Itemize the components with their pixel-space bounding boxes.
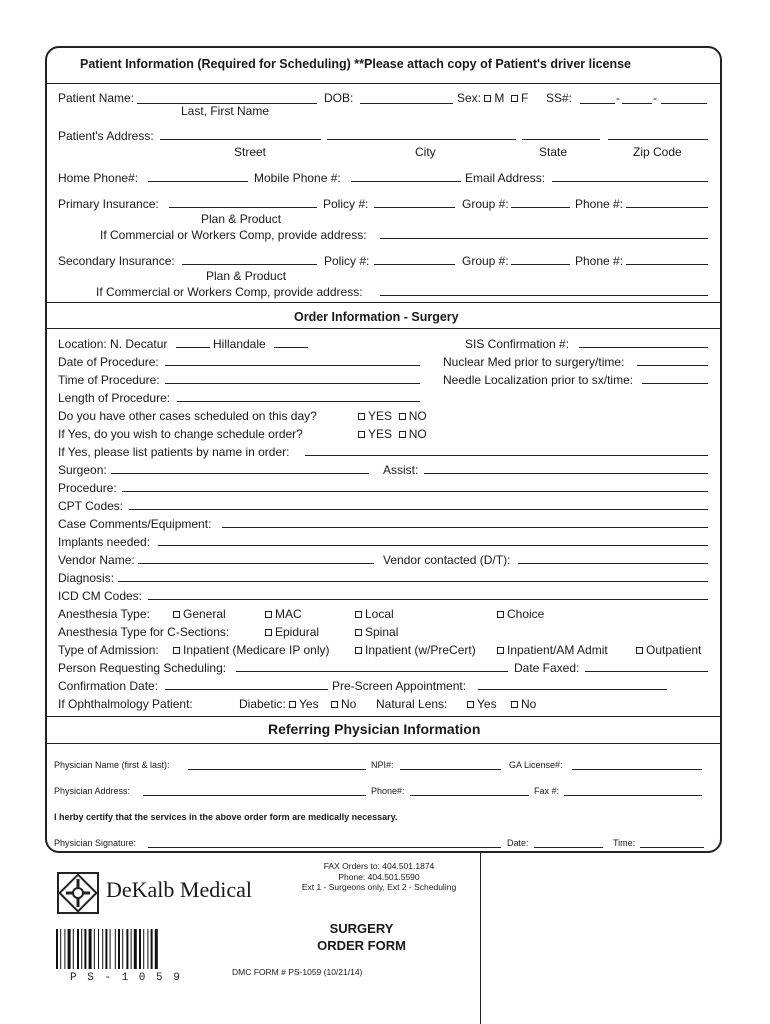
prescreen-label: Pre-Screen Appointment: bbox=[332, 679, 467, 693]
barcode-bar bbox=[134, 929, 137, 969]
local-checkbox[interactable] bbox=[355, 611, 362, 618]
change-order-label: If Yes, do you wish to change schedule order? bbox=[58, 427, 303, 441]
barcode-bar bbox=[110, 929, 111, 969]
vendor-contacted-field[interactable] bbox=[518, 563, 708, 564]
diabetic-no: No bbox=[331, 697, 356, 711]
barcode-bar bbox=[81, 929, 82, 969]
length-procedure-label: Length of Procedure: bbox=[58, 391, 171, 405]
commercial-address-field[interactable] bbox=[380, 238, 708, 239]
date-procedure-field[interactable] bbox=[165, 365, 420, 366]
ss-dash: - bbox=[616, 91, 620, 105]
nuclear-med-label: Nuclear Med prior to surgery/time: bbox=[443, 355, 625, 369]
street-sublabel: Street bbox=[234, 145, 267, 159]
phone-label: Phone #: bbox=[575, 254, 624, 268]
diagnosis-field[interactable] bbox=[118, 581, 708, 582]
group-label: Group #: bbox=[462, 254, 509, 268]
ss-field-1[interactable] bbox=[580, 103, 615, 104]
anesthesia-local: Local bbox=[355, 607, 394, 621]
extension-text: Ext 1 - Surgeons only, Ext 2 - Scheduling bbox=[301, 882, 457, 892]
barcode-bar bbox=[122, 929, 123, 969]
ins-phone-field[interactable] bbox=[626, 207, 708, 208]
sex-m-checkbox[interactable] bbox=[484, 95, 491, 102]
cpt-codes-field[interactable] bbox=[129, 509, 708, 510]
yes-checkbox[interactable] bbox=[358, 431, 365, 438]
length-procedure-field[interactable] bbox=[177, 401, 420, 402]
barcode-bar bbox=[77, 929, 79, 969]
nuclear-med-field[interactable] bbox=[637, 365, 708, 366]
date-procedure-label: Date of Procedure: bbox=[58, 355, 159, 369]
anesthesia-csection-label: Anesthesia Type for C-Sections: bbox=[58, 625, 230, 639]
confirmation-date-field[interactable] bbox=[165, 689, 328, 690]
change-order-options: YES NO bbox=[358, 427, 427, 441]
ss-field-2[interactable] bbox=[622, 103, 652, 104]
implants-label: Implants needed: bbox=[58, 535, 151, 549]
natural-lens-label: Natural Lens: bbox=[376, 697, 448, 711]
physician-name-field[interactable] bbox=[188, 769, 366, 770]
commercial-address-label: If Commercial or Workers Comp, provide address: bbox=[100, 228, 367, 242]
form-title bbox=[289, 920, 434, 954]
date-faxed-label: Date Faxed: bbox=[514, 661, 580, 675]
referring-physician-header: Referring Physician Information bbox=[268, 721, 481, 737]
n-decatur-field[interactable] bbox=[176, 347, 210, 348]
confirmation-date-label: Confirmation Date: bbox=[58, 679, 159, 693]
hillandale-field[interactable] bbox=[274, 347, 308, 348]
other-cases-options: YES NO bbox=[358, 409, 427, 423]
yes-checkbox[interactable] bbox=[358, 413, 365, 420]
assist-field[interactable] bbox=[424, 473, 708, 474]
city-sublabel: City bbox=[415, 145, 436, 159]
anesthesia-mac: MAC bbox=[265, 607, 302, 621]
admission-inpatient-precert: Inpatient (w/PreCert) bbox=[355, 643, 476, 657]
implants-field[interactable] bbox=[158, 545, 708, 546]
icd-codes-field[interactable] bbox=[148, 599, 708, 600]
mobile-phone-field[interactable] bbox=[351, 181, 461, 182]
dob-label: DOB: bbox=[324, 91, 354, 105]
lens-yes-checkbox[interactable] bbox=[467, 701, 474, 708]
time-procedure-field[interactable] bbox=[165, 383, 420, 384]
needle-localization-field[interactable] bbox=[642, 383, 708, 384]
barcode-bar bbox=[105, 929, 107, 969]
barcode-bar bbox=[139, 929, 141, 969]
divider bbox=[45, 328, 722, 329]
order-info-header: Order Information - Surgery bbox=[294, 310, 459, 324]
admission-inpatient-medicare: Inpatient (Medicare IP only) bbox=[173, 643, 330, 657]
zip-field[interactable] bbox=[608, 139, 708, 140]
barcode-bar bbox=[151, 929, 153, 969]
inpatient-am-checkbox[interactable] bbox=[497, 647, 504, 654]
plan-product-label: Plan & Product bbox=[206, 269, 287, 283]
contact-phone-text: Phone: 404.501.5590 bbox=[338, 871, 420, 882]
sis-field[interactable] bbox=[579, 347, 708, 348]
sig-time-field[interactable] bbox=[640, 847, 704, 848]
email-field[interactable] bbox=[552, 181, 708, 182]
admission-label: Type of Admission: bbox=[58, 643, 159, 657]
diabetic-yes-checkbox[interactable] bbox=[289, 701, 296, 708]
barcode-bar bbox=[131, 929, 132, 969]
anesthesia-type-label: Anesthesia Type: bbox=[58, 607, 150, 621]
case-comments-label: Case Comments/Equipment: bbox=[58, 517, 212, 531]
choice-checkbox[interactable] bbox=[497, 611, 504, 618]
fax-field[interactable] bbox=[564, 795, 702, 796]
form-title-line-2: ORDER FORM bbox=[317, 938, 406, 953]
lens-no-checkbox[interactable] bbox=[511, 701, 518, 708]
hillandale-label: Hillandale bbox=[213, 337, 266, 351]
vendor-name-label: Vendor Name: bbox=[58, 553, 135, 567]
other-cases-label: Do you have other cases scheduled on this day? bbox=[58, 409, 317, 423]
admission-inpatient-am: Inpatient/AM Admit bbox=[497, 643, 608, 657]
procedure-field[interactable] bbox=[122, 491, 708, 492]
sis-label: SIS Confirmation #: bbox=[465, 337, 570, 351]
anesthesia-spinal: Spinal bbox=[355, 625, 398, 639]
sig-time-label: Time: bbox=[613, 838, 636, 848]
physician-name-label: Physician Name (first & last): bbox=[54, 760, 170, 770]
list-patients-field[interactable] bbox=[305, 455, 708, 456]
patient-info-header: Patient Information (Required for Scheduling) **Please attach copy of Patient's driver license bbox=[80, 57, 632, 71]
sex-label: Sex: M F bbox=[457, 91, 529, 105]
surgeon-label: Surgeon: bbox=[58, 463, 107, 477]
ga-license-field[interactable] bbox=[572, 769, 702, 770]
physician-phone-label: Phone#: bbox=[371, 786, 405, 796]
dekalb-logo-icon bbox=[55, 870, 101, 916]
barcode-bar bbox=[118, 929, 120, 969]
vendor-contacted-label: Vendor contacted (D/T): bbox=[383, 553, 511, 567]
signature-field[interactable] bbox=[148, 847, 501, 848]
barcode-bar bbox=[98, 929, 99, 969]
barcode-bar bbox=[73, 929, 74, 969]
certification-text: I herby certify that the services in the above order form are medically necessary. bbox=[54, 812, 398, 822]
commercial-address-field[interactable] bbox=[380, 295, 708, 296]
case-comments-field[interactable] bbox=[222, 527, 708, 528]
signature-label: Physician Signature: bbox=[54, 838, 137, 848]
vendor-name-field[interactable] bbox=[138, 563, 374, 564]
group-field[interactable] bbox=[511, 207, 570, 208]
fax-contact-block bbox=[289, 861, 469, 893]
barcode-bar bbox=[143, 929, 144, 969]
barcode-bar bbox=[115, 929, 116, 969]
icd-codes-label: ICD CM Codes: bbox=[58, 589, 143, 603]
list-patients-label: If Yes, please list patients by name in order: bbox=[58, 445, 290, 459]
outpatient-checkbox[interactable] bbox=[636, 647, 643, 654]
anesthesia-epidural: Epidural bbox=[265, 625, 319, 639]
procedure-label: Procedure: bbox=[58, 481, 117, 495]
city-field[interactable] bbox=[327, 139, 516, 140]
fax-label: Fax #: bbox=[534, 786, 560, 796]
policy-label: Policy #: bbox=[323, 197, 369, 211]
email-label: Email Address: bbox=[465, 171, 546, 185]
plan-product-label: Plan & Product bbox=[201, 212, 282, 226]
barcode-bar bbox=[84, 929, 86, 969]
diabetic-no-checkbox[interactable] bbox=[331, 701, 338, 708]
patient-name-label: Patient Name: bbox=[58, 91, 135, 105]
secondary-insurance-field[interactable] bbox=[182, 264, 317, 265]
primary-insurance-label: Primary Insurance: bbox=[58, 197, 159, 211]
person-requesting-label: Person Requesting Scheduling: bbox=[58, 661, 227, 675]
npi-field[interactable] bbox=[400, 769, 501, 770]
person-requesting-field[interactable] bbox=[236, 671, 508, 672]
spinal-checkbox[interactable] bbox=[355, 629, 362, 636]
phone-label: Phone #: bbox=[575, 197, 624, 211]
physician-address-label: Physician Address: bbox=[54, 786, 131, 796]
divider bbox=[45, 83, 722, 84]
ss-field-3[interactable] bbox=[661, 103, 707, 104]
needle-localization-label: Needle Localization prior to sx/time: bbox=[443, 373, 634, 387]
time-procedure-label: Time of Procedure: bbox=[58, 373, 160, 387]
diabetic-label: Diabetic: bbox=[239, 697, 290, 711]
barcode-bar bbox=[56, 929, 58, 969]
anesthesia-general: General bbox=[173, 607, 226, 621]
policy-field[interactable] bbox=[374, 264, 455, 265]
divider bbox=[45, 716, 722, 717]
barcode-bar bbox=[126, 929, 128, 969]
ins-phone-field[interactable] bbox=[626, 264, 708, 265]
barcode-bar bbox=[147, 929, 148, 969]
footer-divider bbox=[480, 853, 481, 1024]
state-field[interactable] bbox=[522, 139, 600, 140]
barcode-bar bbox=[102, 929, 103, 969]
surgeon-field[interactable] bbox=[111, 473, 369, 474]
natural-lens-no: No bbox=[511, 697, 536, 711]
mobile-phone-label: Mobile Phone #: bbox=[254, 171, 341, 185]
home-phone-field[interactable] bbox=[148, 181, 248, 182]
mac-checkbox[interactable] bbox=[265, 611, 272, 618]
barcode-bar bbox=[89, 929, 92, 969]
barcode-bar bbox=[155, 929, 158, 969]
policy-field[interactable] bbox=[374, 207, 455, 208]
primary-insurance-field[interactable] bbox=[169, 207, 317, 208]
general-checkbox[interactable] bbox=[173, 611, 180, 618]
sig-date-label: Date: bbox=[507, 838, 529, 848]
form-number: DMC FORM # PS-1059 (10/21/14) bbox=[232, 967, 363, 977]
admission-outpatient: Outpatient bbox=[636, 643, 701, 657]
assist-label: Assist: bbox=[383, 463, 419, 477]
natural-lens-yes: Yes bbox=[467, 697, 497, 711]
barcode-bar bbox=[94, 929, 95, 969]
policy-label: Policy #: bbox=[324, 254, 370, 268]
barcode-bar bbox=[64, 929, 65, 969]
location-label: Location: N. Decatur bbox=[58, 337, 168, 351]
ss-dash: - bbox=[653, 91, 657, 105]
barcode-bar bbox=[60, 929, 61, 969]
home-phone-label: Home Phone#: bbox=[58, 171, 139, 185]
sex-f-checkbox[interactable] bbox=[511, 95, 518, 102]
group-field[interactable] bbox=[511, 264, 570, 265]
no-checkbox[interactable] bbox=[399, 431, 406, 438]
physician-phone-field[interactable] bbox=[410, 795, 529, 796]
form-title-line-1: SURGERY bbox=[329, 921, 394, 936]
anesthesia-choice: Choice bbox=[497, 607, 544, 621]
state-sublabel: State bbox=[539, 145, 568, 159]
barcode-bar bbox=[68, 929, 71, 969]
street-field[interactable] bbox=[160, 139, 321, 140]
ss-label: SS#: bbox=[546, 91, 573, 105]
no-checkbox[interactable] bbox=[399, 413, 406, 420]
inpatient-precert-checkbox[interactable] bbox=[355, 647, 362, 654]
diagnosis-label: Diagnosis: bbox=[58, 571, 115, 585]
zip-sublabel: Zip Code bbox=[633, 145, 682, 159]
name-sublabel: Last, First Name bbox=[181, 104, 270, 118]
secondary-insurance-label: Secondary Insurance: bbox=[58, 254, 175, 268]
epidural-checkbox[interactable] bbox=[265, 629, 272, 636]
group-label: Group #: bbox=[462, 197, 509, 211]
diabetic-group: Diabetic: Yes bbox=[239, 697, 319, 711]
fax-orders-text: FAX Orders to: 404.501.1874 bbox=[323, 861, 435, 871]
commercial-address-label: If Commercial or Workers Comp, provide address: bbox=[96, 285, 363, 299]
barcode-text: P S - 1 0 5 9 bbox=[70, 972, 182, 984]
barcode bbox=[56, 929, 186, 969]
npi-label: NPI#: bbox=[371, 760, 394, 770]
divider bbox=[45, 743, 722, 744]
dob-field[interactable] bbox=[360, 103, 453, 104]
sig-date-field[interactable] bbox=[534, 847, 603, 848]
ophthalmology-label: If Ophthalmology Patient: bbox=[58, 697, 193, 711]
physician-address-field[interactable] bbox=[143, 795, 366, 796]
date-faxed-field[interactable] bbox=[585, 671, 708, 672]
inpatient-medicare-checkbox[interactable] bbox=[173, 647, 180, 654]
ga-license-label: GA License#: bbox=[509, 760, 563, 770]
divider bbox=[45, 302, 722, 303]
prescreen-field[interactable] bbox=[478, 689, 667, 690]
logo-text: DeKalb Medical bbox=[106, 877, 252, 902]
cpt-codes-label: CPT Codes: bbox=[58, 499, 124, 513]
address-label: Patient's Address: bbox=[58, 129, 154, 143]
